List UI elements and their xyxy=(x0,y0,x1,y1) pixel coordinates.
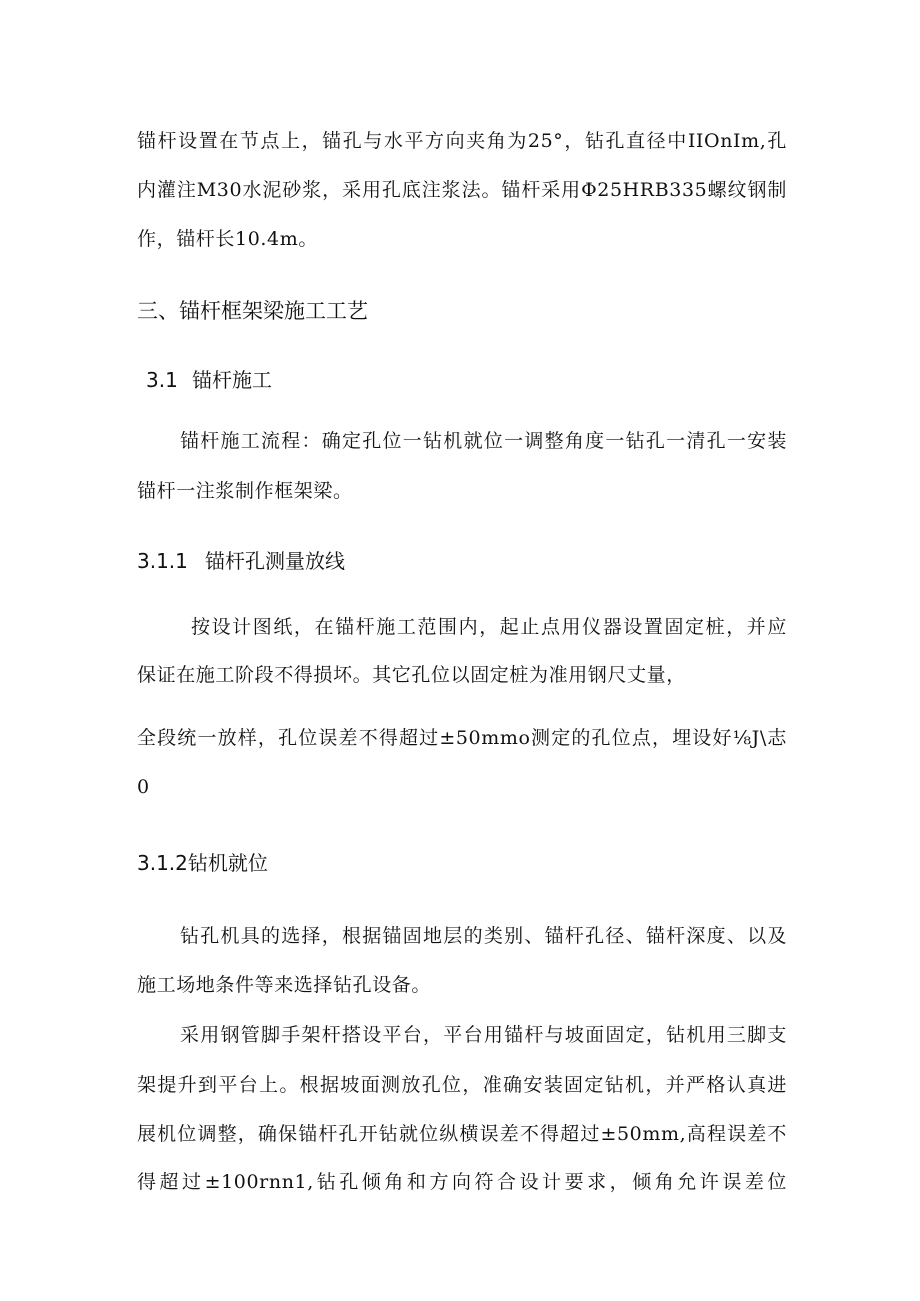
heading-3-1-title: 锚杆施工 xyxy=(192,368,272,392)
heading-3-1-1-number: 3.1.1 xyxy=(137,549,188,573)
paragraph-5-line-3: 展机位调整，确保锚杆孔开钻就位纵横误差不得超过±50mm,高程误差不 xyxy=(137,1123,787,1145)
paragraph-1-line-2: 内灌注M30水泥砂浆，采用孔底注浆法。锚杆采用Φ25HRB335螺纹钢制 xyxy=(137,179,787,201)
paragraph-4-line-1: 钻孔机具的选择，根据锚固地层的类别、锚杆孔径、锚杆深度、以及 xyxy=(180,925,787,947)
paragraph-3-line-2: 保证在施工阶段不得损坏。其它孔位以固定桩为准用钢尺丈量， xyxy=(137,664,686,686)
heading-3-1-1 xyxy=(137,546,345,576)
heading-3-1-number: 3.1 xyxy=(146,368,178,392)
paragraph-4-line-2: 施工场地条件等来选择钻孔设备。 xyxy=(137,974,432,996)
paragraph-2-line-1: 锚杆施工流程：确定孔位一钻机就位一调整角度一钻孔一清孔一安装 xyxy=(180,430,787,452)
heading-3-1-2: 3.1.2钻机就位 xyxy=(137,851,268,875)
section-3-heading: 三、锚杆框架梁施工工艺 xyxy=(137,299,368,323)
paragraph-1-line-3: 作，锚杆长10.4m。 xyxy=(137,228,318,250)
paragraph-3-line-1: 按设计图纸，在锚杆施工范围内，起止点用仪器设置固定桩，并应 xyxy=(191,616,787,638)
paragraph-2-line-2: 锚杆一注浆制作框架梁。 xyxy=(137,480,353,502)
paragraph-5-line-4: 得超过±100rnn1,钻孔倾角和方向符合设计要求，倾角允许误差位 xyxy=(137,1171,787,1193)
paragraph-3-line-4: 0 xyxy=(137,776,150,798)
paragraph-5-line-1: 采用钢管脚手架杆搭设平台，平台用锚杆与坡面固定，钻机用三脚支 xyxy=(180,1024,787,1046)
paragraph-3-line-3: 全段统一放样，孔位误差不得超过±50mmo测定的孔位点，埋设好⅛J\志 xyxy=(137,727,787,749)
heading-3-1 xyxy=(146,365,272,395)
heading-3-1-1-title: 锚杆孔测量放线 xyxy=(205,549,345,573)
paragraph-5-line-2: 架提升到平台上。根据坡面测放孔位，准确安装固定钻机，并严格认真进 xyxy=(137,1074,787,1096)
paragraph-1-line-1: 锚杆设置在节点上，锚孔与水平方向夹角为25°，钻孔直径中IIOnIm,孔 xyxy=(137,130,787,152)
